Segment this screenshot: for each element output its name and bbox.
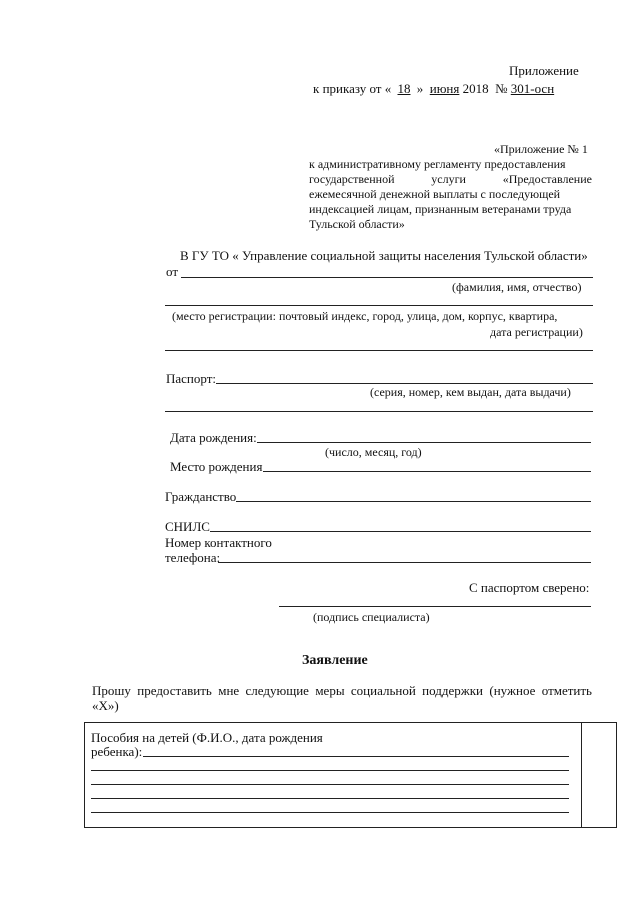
order-number-label: № [495,81,508,96]
request-line-2: «Х») [92,698,119,713]
passport-label: Паспорт: [166,371,217,386]
child-field-line-1[interactable] [143,756,569,757]
child-field-line-5[interactable] [91,812,569,813]
order-prefix: к приказу от « [313,81,392,96]
order-number: 301-осн [510,81,555,96]
child-field-line-3[interactable] [91,784,569,785]
fio-hint: (фамилия, имя, отчество) [452,280,582,294]
passport-field-line-2[interactable] [165,411,593,412]
passport-field-line[interactable] [216,383,593,384]
passport-hint: (серия, номер, кем выдан, дата выдачи) [370,385,571,399]
attachment-line-6: Тульской области» [309,217,405,231]
registration-hint-1: (место регистрации: почтовый индекс, город, улица, дом, корпус, квартира, [172,309,558,323]
child-benefits-label-1: Пособия на детей (Ф.И.О., дата рождения [91,730,323,745]
attachment-line-3b: услуги [431,172,466,186]
attachment-line-3a: государственной [309,172,395,186]
child-benefits-label-2: ребенка): [91,744,143,759]
fio-field-line[interactable] [165,305,593,306]
dob-hint: (число, месяц, год) [325,445,422,459]
pob-field-line[interactable] [263,471,591,472]
request-line-1: Прошу предоставить мне следующие меры социальной поддержки (нужное отметить [92,683,592,698]
citizenship-label: Гражданство [165,489,237,504]
order-reference [313,81,554,96]
order-day: 18 [397,81,411,96]
verified-label: С паспортом сверено: [469,580,590,595]
dob-field-line[interactable] [257,442,591,443]
registration-field-line[interactable] [165,350,593,351]
phone-label-1: Номер контактного [165,535,272,550]
attachment-line-3c: «Предоставление [502,172,592,186]
registration-hint-2: дата регистрации) [490,325,583,339]
dob-label: Дата рождения: [170,430,257,445]
attachment-line-2: к административному регламенту предоставления [309,157,566,171]
appendix-title: Приложение [509,63,579,78]
child-field-line-2[interactable] [91,770,569,771]
attachment-line-3 [309,172,592,186]
order-mid: » [416,81,424,96]
signature-line[interactable] [279,606,591,607]
pob-label: Место рождения [170,459,263,474]
from-field-line[interactable] [181,277,593,278]
snils-field-line[interactable] [210,531,591,532]
phone-field-line[interactable] [218,562,591,563]
addressee-line: В ГУ ТО « Управление социальной защиты населения Тульской области» [180,248,588,263]
attachment-line-5: индексацией лицам, признанным ветеранами труда [309,202,572,216]
from-label: от [166,264,179,279]
phone-label-2: телефона: [165,550,221,565]
statement-title: Заявление [302,653,368,668]
signature-hint: (подпись специалиста) [313,610,430,624]
attachment-line-1: «Приложение № 1 [494,142,588,156]
snils-label: СНИЛС [165,519,210,534]
order-year: 2018 [462,81,489,96]
citizenship-field-line[interactable] [236,501,591,502]
child-benefits-checkbox[interactable] [582,723,615,827]
attachment-line-4: ежемесячной денежной выплаты с последующей [309,187,561,201]
order-month: июня [429,81,460,96]
child-field-line-4[interactable] [91,798,569,799]
